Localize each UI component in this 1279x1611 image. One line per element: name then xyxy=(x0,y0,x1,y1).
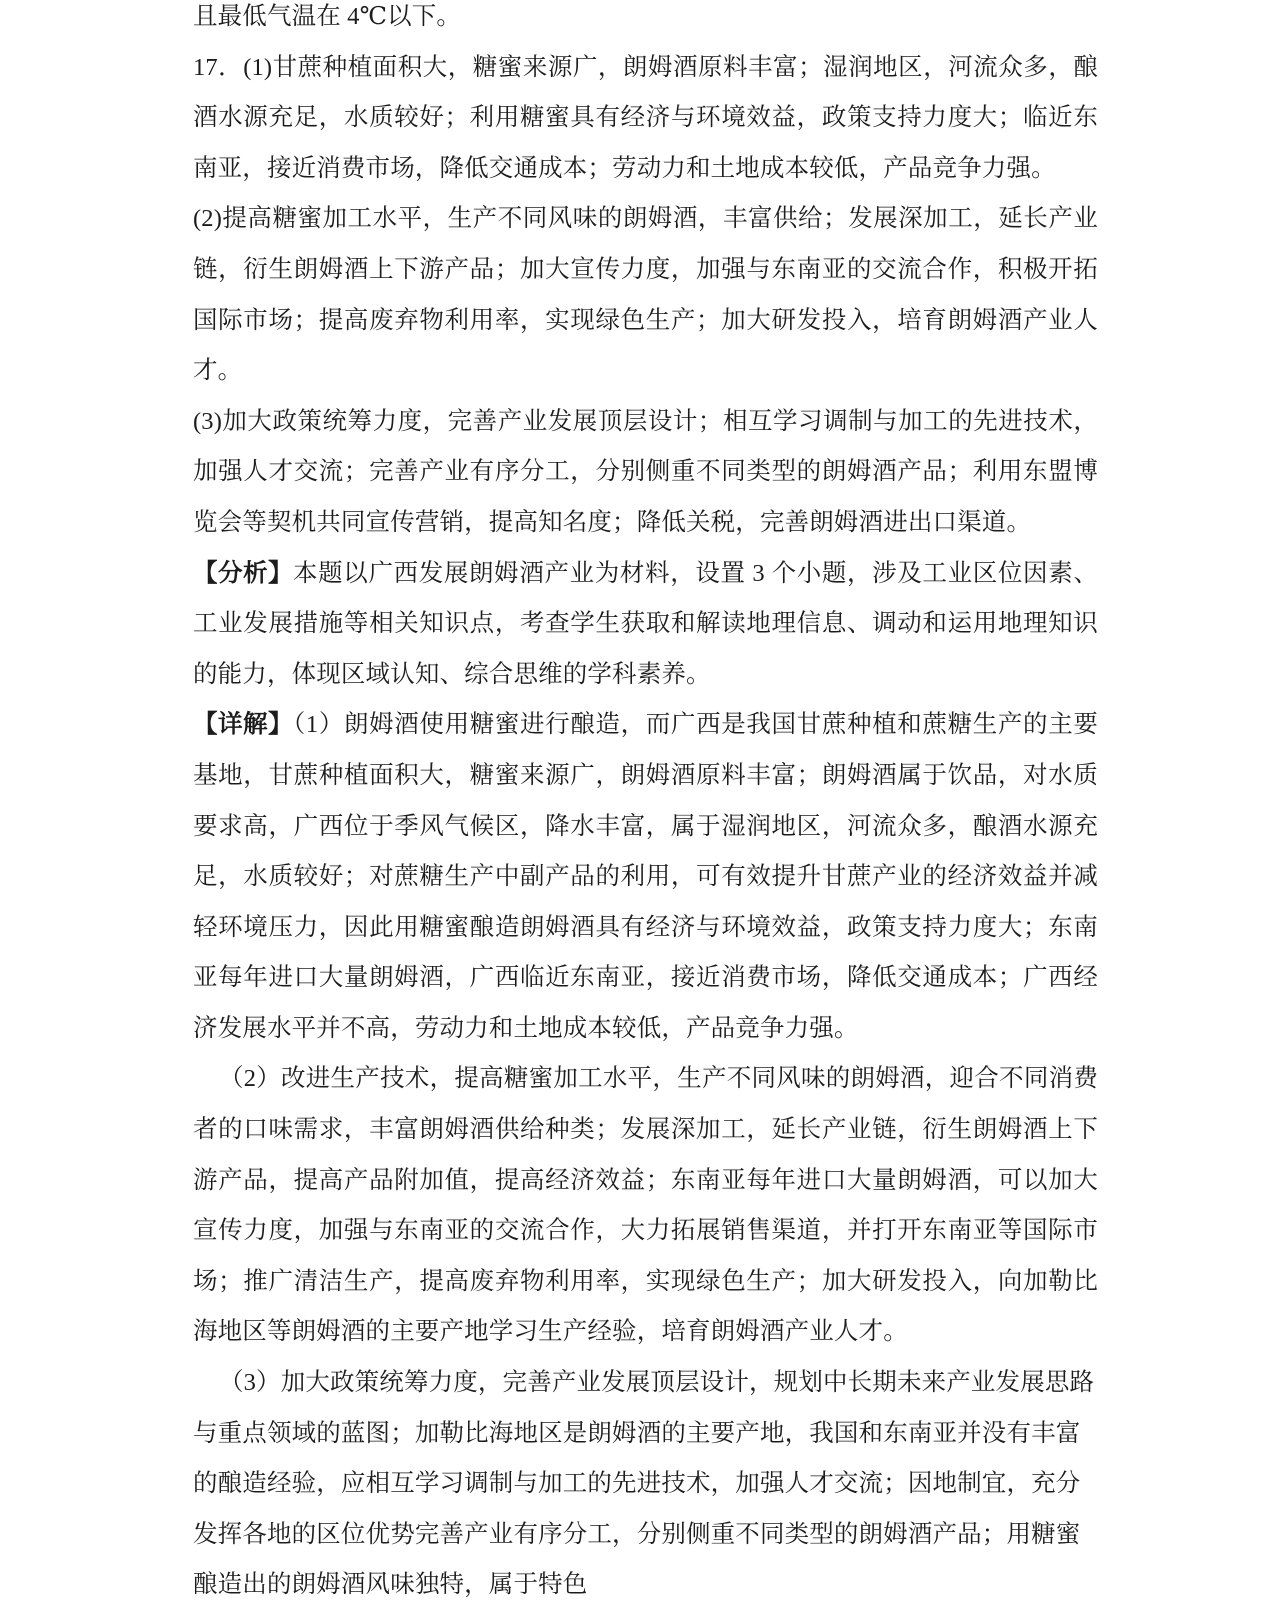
text-column xyxy=(193,0,1098,1611)
carryover-line: 且最低气温在 4℃以下。 xyxy=(193,3,462,30)
answer-17-3-paragraph: (3)加大政策统筹力度，完善产业发展顶层设计；相互学习调制与加工的先进技术，加强人才交流；完善产业有序分工，分别侧重不同类型的朗姆酒产品；利用东盟博览会等契机共同宣传营销，提高知名度；降低关税，完善朗姆酒进出口渠道。 xyxy=(193,407,1098,536)
analysis-paragraph xyxy=(193,549,1098,701)
analysis-body: 本题以广西发展朗姆酒产业为材料，设置 3 个小题，涉及工业区位因素、工业发展措施等相关知识点，考查学生获取和解读地理信息、调动和运用地理知识的能力，体现区域认知、综合思维的学科素养。 xyxy=(193,559,1098,688)
detail-2-paragraph: （2）改进生产技术，提高糖蜜加工水平，生产不同风味的朗姆酒，迎合不同消费者的口味需求，丰富朗姆酒供给种类；发展深加工，延长产业链，衍生朗姆酒上下游产品，提高产品附加值，提高经济效益；东南亚每年进口大量朗姆酒，可以加大宣传力度，加强与东南亚的交流合作，大力拓展销售渠道，并打开东南亚等国际市场；推广清洁生产，提高废弃物利用率，实现绿色生产；加大研发投入，向加勒比海地区等朗姆酒的主要产地学习生产经验，培育朗姆酒产业人才。 xyxy=(193,1065,1098,1346)
detail-1-paragraph xyxy=(193,700,1098,1054)
detail-1-body: （1）朗姆酒使用糖蜜进行酿造，而广西是我国甘蔗种植和蔗糖生产的主要基地，甘蔗种植面积大，糖蜜来源广，朗姆酒原料丰富；朗姆酒属于饮品，对水质要求高，广西位于季风气候区，降水丰富，属于湿润地区，河流众多，酿酒水源充足，水质较好；对蔗糖生产中副产品的利用，可有效提升甘蔗产业的经济效益并减轻环境压力，因此用糖蜜酿造朗姆酒具有经济与环境效益，政策支持力度大；东南亚每年进口大量朗姆酒，广西临近东南亚，接近消费市场，降低交通成本；广西经济发展水平并不高，劳动力和土地成本较低，产品竞争力强。 xyxy=(193,711,1099,1042)
analysis-label: 【分析】 xyxy=(193,559,293,587)
answer-17-2-paragraph: (2)提高糖蜜加工水平，生产不同风味的朗姆酒，丰富供给；发展深加工，延长产业链，衍生朗姆酒上下游产品；加大宣传力度，加强与东南亚的交流合作，积极开拓国际市场；提高废弃物利用率，实现绿色生产；加大研发投入，培育朗姆酒产业人才。 xyxy=(193,205,1098,385)
answer-17-1-paragraph: 17．(1)甘蔗种植面积大，糖蜜来源广，朗姆酒原料丰富；湿润地区，河流众多，酿酒水源充足，水质较好；利用糖蜜具有经济与环境效益，政策支持力度大；临近东南亚，接近消费市场，降低交通成本；劳动力和土地成本较低，产品竞争力强。 xyxy=(193,53,1098,182)
detail-3-paragraph: （3）加大政策统筹力度，完善产业发展顶层设计，规划中长期未来产业发展思路与重点领域的蓝图；加勒比海地区是朗姆酒的主要产地，我国和东南亚并没有丰富的酿造经验，应相互学习调制与加工的先进技术，加强人才交流；因地制宜，充分发挥各地的区位优势完善产业有序分工，分别侧重不同类型的朗姆酒产品；用糖蜜酿造出的朗姆酒风味独特，属于特色 xyxy=(193,1369,1095,1599)
detail-label: 【详解】 xyxy=(193,711,294,739)
